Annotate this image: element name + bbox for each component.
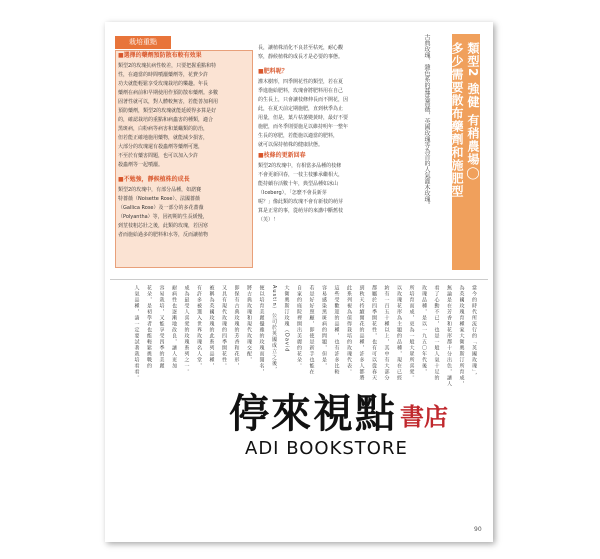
text-line: 固著性就可以，對人體較無害，若能善加利用 — [118, 99, 219, 105]
text-line: 性，在適當的時間噴灑藥劑等，花費少許 — [118, 72, 209, 78]
vertical-text-column: 到秋天持續開花的品種，許多人都將 — [358, 285, 365, 381]
text-line: 黑斑病，白粉病等病害和葉蟎類的防治， — [118, 126, 209, 132]
vertical-text-column: 大衛奧斯汀玫瑰（David — [283, 285, 290, 353]
text-line: 施肥，而冬季則要施足以維持明年一整年 — [258, 124, 349, 130]
text-line: （芙）！ — [258, 217, 279, 223]
vertical-text-column: 此系列視為值得栽培的玫瑰代表。 — [346, 285, 352, 375]
heading-title: 多少需要散布藥劑和施肥型 — [450, 42, 464, 198]
vertical-text-column: 被稱為英國玫瑰的此系列品種， — [208, 285, 215, 369]
vertical-text-column: 即保有古典玫瑰的芳香和花形， — [233, 285, 240, 369]
text-line: （Gallica Rose）及一部分的多花薔薇 — [118, 205, 204, 211]
vertical-text-column: Austin）公司於英國成立之後， — [271, 285, 277, 373]
vertical-text-column: 當今的時代所流行的「英國玫瑰」， — [471, 285, 477, 379]
vertical-text-column: 都屬於四季開花性，也有可以從春天 — [371, 285, 377, 381]
vertical-text-column: 人氣品種，請一定要試著栽培看看。 — [133, 285, 140, 381]
box-title: 栽培重點 — [115, 36, 171, 49]
text-line: 特薔薇（Noisette Rose）、法國薔薇 — [118, 196, 200, 202]
vertical-text-column: 所培育而成，更為一般大眾所喜愛。 — [408, 285, 415, 381]
text-line: 呢？」像此類的玫瑰不會有新枝的萌芽 — [258, 199, 344, 205]
vertical-text-column: 便以培育美麗優雅的玫瑰而聞名， — [258, 285, 265, 375]
vertical-text-column: 將古典玫瑰和現代玫瑰交配， — [246, 285, 252, 363]
vertical-text-column: 容易栽培，又能享受四季的美麗 — [158, 285, 165, 369]
page-number: 90 — [474, 526, 482, 533]
text-line: 算是正常的事，從萌芽的來講中斷舊枝 — [258, 208, 344, 214]
vertical-text-column: 容易感染黑斑病的問題，但是， — [321, 285, 327, 369]
vertical-text-column: 又具有現代玫瑰的四季開花性。 — [221, 285, 227, 369]
text-line: 長，讓植株消化不良甚至枯死，耐心觀 — [258, 45, 344, 51]
text-line: 此，在夏天前定期施肥，直到秋季為止 — [258, 106, 344, 112]
heading-subtitle: 古典玫瑰、雜色系的蔓延薔薇，英國玫瑰等為首的人氣灌木玫瑰。 — [423, 34, 430, 208]
text-line: 者而施給過多的肥料和水等，反而讓植物 — [118, 232, 209, 238]
vertical-text-column: 為英國玫瑰育種家大衛奧斯汀所育成， — [458, 285, 465, 387]
watermark-english: ADI BOOKSTORE — [245, 438, 408, 459]
text-line: 季進施給肥料，玫瑰會將肥料用在自己 — [258, 88, 344, 94]
renewal-subheading: ■枝條的更新回春 — [258, 152, 306, 159]
vertical-text-column: 自家的庭院裡開出美麗的花朵。 — [296, 285, 302, 369]
text-line: 能持續存活數十年，典型品種如冰山 — [258, 181, 339, 187]
text-line: 察，靜候植株的成長才是必要的事態。 — [258, 54, 344, 60]
text-line: 藥劑在病前和早期使用作預防散布藥劑。多數 — [118, 90, 219, 96]
text-line: （Polyantha）等，因初期的生長緩慢， — [118, 214, 208, 220]
text-line: 生長的寒肥，若能施以適當的肥料， — [258, 133, 339, 139]
fertilizer-subheading: ■肥料呢？ — [258, 68, 288, 75]
text-line: 但若能正確地施用藥物，就能減少損害， — [118, 135, 209, 141]
text-line: 類型2的玫瑰抗病性較差，只要把握重點和特 — [118, 63, 217, 69]
text-line: 大部分的玫瑰還有殺蟲劑等藥劑可選， — [118, 144, 204, 150]
text-line: 預防藥劑，類型2的玫瑰就能延緩得多算是好 — [118, 108, 217, 114]
text-line: 功夫就能輕鬆享受玫瑰栽培的樂趣。年長 — [118, 81, 209, 87]
bookstore-watermark — [229, 390, 448, 469]
heading-type-label: 類型2 強健 有稍農場◯ — [466, 42, 480, 181]
text-line: 類型2的玫瑰中，有部分品種，如諾賽 — [118, 187, 202, 193]
text-line: 的生長上，只會讓枝條伸長而不開花，因 — [258, 97, 349, 103]
text-line: （Iceberg），「怎麼不會長新芽 — [258, 190, 327, 196]
text-line: 就可以保持植株的健康狀態。 — [258, 142, 324, 148]
vertical-text-column: 約有一百五十種以上，其中有大部分 — [383, 285, 390, 381]
section-divider — [110, 279, 488, 280]
box-subheading-1: ■選擇的藥劑預防散布較有效果 — [118, 52, 202, 59]
text-line: 灌木樹形，四季開花性的類型，若在夏 — [258, 79, 344, 85]
text-line: 不至於有藥害問題，也可以加入少許 — [118, 153, 199, 159]
text-line: 殺蟲劑等一起噴灑。 — [118, 162, 164, 168]
watermark-chinese: 停來視點 — [229, 390, 397, 437]
text-line: 用量，但是，葉片枯萎變黃時，最好不要 — [258, 115, 349, 121]
vertical-text-column: 花朵，是初學者也能輕鬆挑戰的 — [146, 285, 152, 369]
vertical-text-column: 無論是在芳香和花形都十分出色，讓人 — [446, 285, 452, 387]
text-line: 不會更新回春，一枝主枝雖承繼相大， — [258, 172, 344, 178]
vertical-text-column: 玫瑰品種，是以一九五〇年代後， — [421, 285, 427, 375]
vertical-text-column: 有許多被選入世界玫瑰名人堂， — [196, 285, 202, 369]
vertical-text-column: 耐病性也逐漸地改良，讓人更加 — [171, 285, 177, 369]
text-line: 到莖枝粗芯壯之後，此類的玫瑰，若因寒 — [118, 223, 209, 229]
text-line: 的，確認栽培的重點和病蟲害的種類，適合 — [118, 117, 214, 123]
watermark-red-text: 書店 — [400, 402, 448, 431]
vertical-text-column: 若是好好照顧，即使是新手也能在 — [308, 285, 315, 375]
vertical-text-column: 成為最受人喜愛的玫瑰系列之一。 — [183, 285, 190, 375]
vertical-text-column: 這些受歡迎的品種，也有許多比較 — [333, 285, 340, 375]
vertical-text-column: 以玫瑰花形為主題的品種，現在已經 — [396, 285, 402, 381]
box-subheading-2: ■不勉強，靜候植株的成長 — [118, 176, 190, 183]
vertical-text-column: 看了心動不已，也是一般人氣十足的 — [433, 285, 440, 381]
text-line: 類型2的玫瑰中，有相當多品種的枝條 — [258, 163, 342, 169]
